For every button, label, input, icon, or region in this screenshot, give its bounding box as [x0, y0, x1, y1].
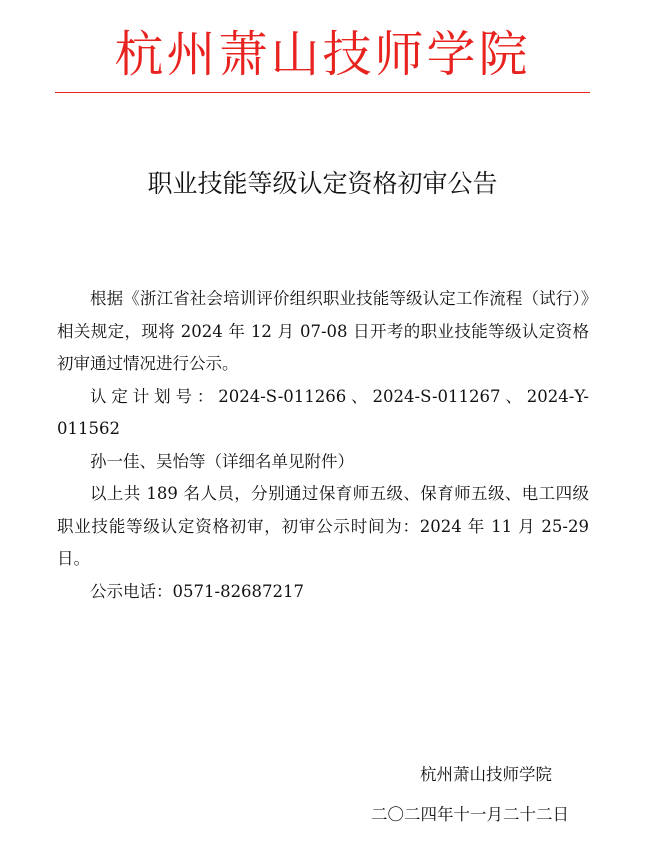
notice-body: [57, 283, 589, 608]
issue-date: 二〇二四年十一月二十二日: [371, 805, 569, 824]
notice-paragraph-plan-numbers: 认定计划号：2024-S-011266、2024-S-011267、2024-Y-011562: [57, 386, 589, 438]
issuer-signature: 杭州萧山技师学院: [420, 765, 552, 784]
notice-paragraph-phone: 公示电话：0571-82687217: [90, 581, 305, 601]
notice-paragraph-names: 孙一佳、吴怡等（详细名单见附件）: [90, 451, 354, 471]
notice-paragraph-basis: 根据《浙江省社会培训评价组织职业技能等级认定工作流程（试行）》相关规定，现将 2024 年 12 月 07-08 日开考的职业技能等级认定资格初审通过情况进行公示。: [57, 289, 589, 373]
notice-title: 职业技能等级认定资格初审公告: [147, 169, 498, 198]
letterhead-divider: [55, 92, 590, 93]
letterhead-title: 杭州萧山技师学院: [114, 26, 531, 83]
notice-paragraph-summary: 以上共 189 名人员，分别通过保育师五级、保育师五级、电工四级职业技能等级认定资格初审，初审公示时间为：2024 年 11 月 25-29 日。: [57, 484, 589, 568]
